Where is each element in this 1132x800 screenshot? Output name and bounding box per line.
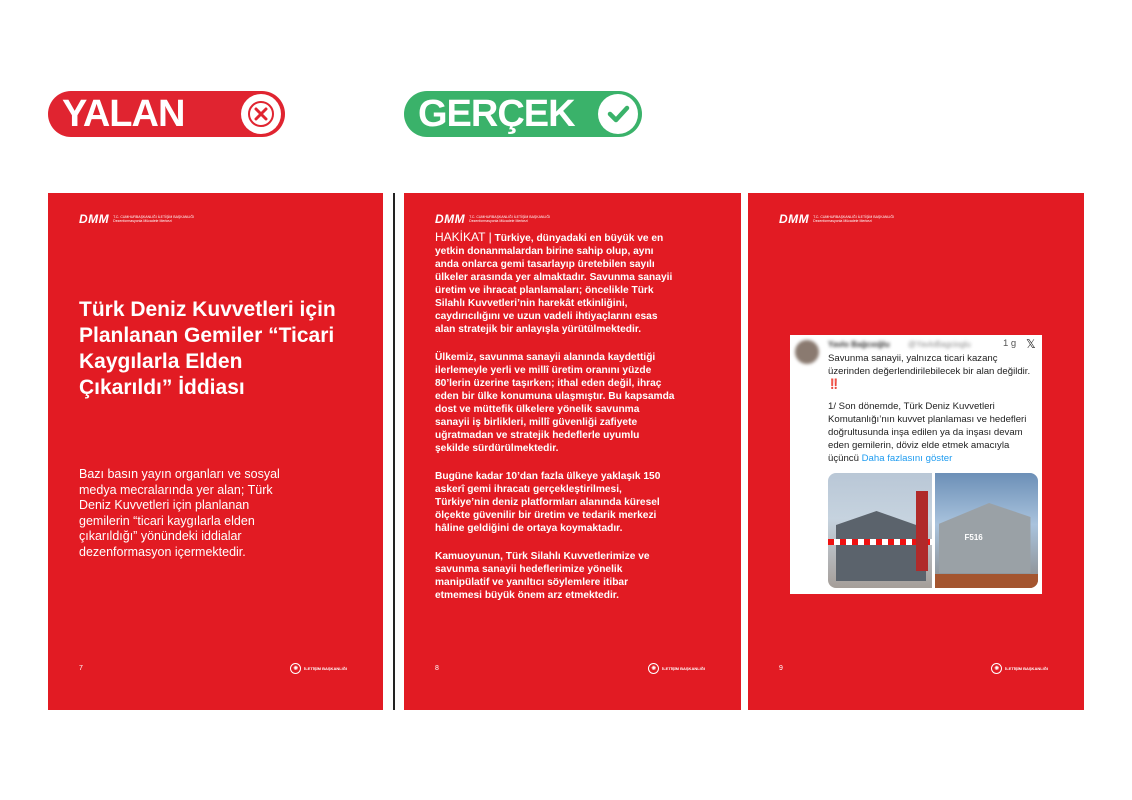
seal-icon: ✺: [991, 663, 1002, 674]
page-number: 7: [79, 665, 83, 672]
footer-logo: ✺ İLETİŞİM BAŞKANLIĞI: [290, 663, 347, 674]
check-icon: [598, 94, 638, 134]
tweet-author-name: Yavlo Bağcıoğlu: [828, 340, 890, 349]
warship-launch-photo: [828, 473, 932, 588]
avatar: [795, 340, 819, 364]
cross-icon: [241, 94, 281, 134]
x-logo-icon: 𝕏: [1026, 337, 1036, 351]
page-9: [748, 193, 1084, 710]
page-7: [48, 193, 383, 710]
fact-paragraph: Bugüne kadar 10’dan fazla ülkeye yaklaşık 150 askerî gemi ihracatı gerçekleştirilmesi, Türkiye’nin deniz platformları alanında küresel ölçekte güvenilir bir üretim ve tedarik merkezi hâline geldiğini de ortaya koymaktadır.: [435, 471, 661, 534]
seal-icon: ✺: [648, 663, 659, 674]
claim-summary: Bazı basın yayın organları ve sosyal medya mecralarında yer alan; Türk Deniz Kuvvetleri için planlanan gemilerin “ticari kaygılarla elden çıkarıldığı” yönündeki iddialar dezenformasyon içermektedir.: [79, 467, 280, 559]
tweet-text: Savunma sanayii, yalnızca ticari kazanç üzerinden değerlendirilebilecek bir alan değildir. ‼️ 1/ Son dönemde, Türk Deniz Kuvvetleri Komutanlığı’nın kuvvet planlaması ve hedefleri doğrultusunda inşa edilen ya da inşası devam eden gemilerin, döviz elde etmek amacıyla üçüncü Daha fazlasını göster: [828, 353, 1031, 464]
true-verdict-badge: [404, 91, 642, 137]
fact-body: [435, 231, 675, 617]
true-verdict-label: GERÇEK: [418, 93, 575, 135]
footer-logo: ✺ İLETİŞİM BAŞKANLIĞI: [991, 663, 1048, 674]
tweet-images: [828, 473, 1038, 588]
footer-logo: ✺ İLETİŞİM BAŞKANLIĞI: [648, 663, 705, 674]
fact-paragraph: HAKİKAT | Türkiye, dünyadaki en büyük ve en yetkin donanmalardan birine sahip olup, aynı anda onlarca gemi tasarlayıp üretebilen sayılı ülkeler arasında yer almaktadır. Savunma sanayii üretim ve ihracat planlamaları; öncelikle Türk Silahlı Kuvvetleri’nin harekât etkinliğini, caydırıcılığını ve uzun vadeli ihtiyaçlarını esas alan stratejik bir anlayışla yürütülmektedir.: [435, 230, 673, 335]
fact-paragraph: Kamuoyunun, Türk Silahlı Kuvvetlerimize ve savunma sanayii hedeflerimize yönelik manipülatif ve yanıltıcı söylemlere itibar etmemesi büyük önem arz etmektedir.: [435, 551, 650, 601]
dmm-logo: DMM T.C. CUMHURBAŞKANLIĞI İLETİŞİM BAŞKANLIĞI Dezenformasyonla Mücadele Merkezi: [779, 212, 895, 226]
show-more-link[interactable]: Daha fazlasını göster: [861, 452, 953, 464]
seal-icon: ✺: [290, 663, 301, 674]
claim-title: Türk Deniz Kuvvetleri için Planlanan Gemiler “Ticari Kaygılarla Elden Çıkarıldı” İddiası: [79, 298, 336, 399]
tweet-time: 1 g: [1003, 338, 1017, 349]
tweet-screenshot: [790, 335, 1042, 594]
false-verdict-badge: [48, 91, 285, 137]
warship-dock-photo: [935, 473, 1039, 588]
dmm-logo: DMM T.C. CUMHURBAŞKANLIĞI İLETİŞİM BAŞKANLIĞI Dezenformasyonla Mücadele Merkezi: [435, 212, 551, 226]
hull-number: F516: [964, 533, 983, 542]
fact-paragraph: Ülkemiz, savunma sanayii alanında kaydettiği ilerlemeyle yerli ve millî üretim oranını yüzde 80’lerin üzerine taşırken; ithal eden değil, ihraç eden bir ülke konumuna ulaşmıştır. Bu kapsamda dost ve müttefik ülkelere yönelik savunma sanayii iş birlikleri, millî güvenliği zafiyete uğratmadan ve stratejik hedeflerle uyumlu şekilde sürdürülmektedir.: [435, 352, 675, 454]
page-number: 9: [779, 665, 783, 672]
page-8: [404, 193, 741, 710]
dmm-logo: DMM T.C. CUMHURBAŞKANLIĞI İLETİŞİM BAŞKANLIĞI Dezenformasyonla Mücadele Merkezi: [79, 212, 195, 226]
tweet-author-handle: @YavloBagcioglu: [908, 340, 971, 349]
false-verdict-label: YALAN: [62, 93, 185, 135]
page-number: 8: [435, 665, 439, 672]
divider: [393, 193, 395, 710]
